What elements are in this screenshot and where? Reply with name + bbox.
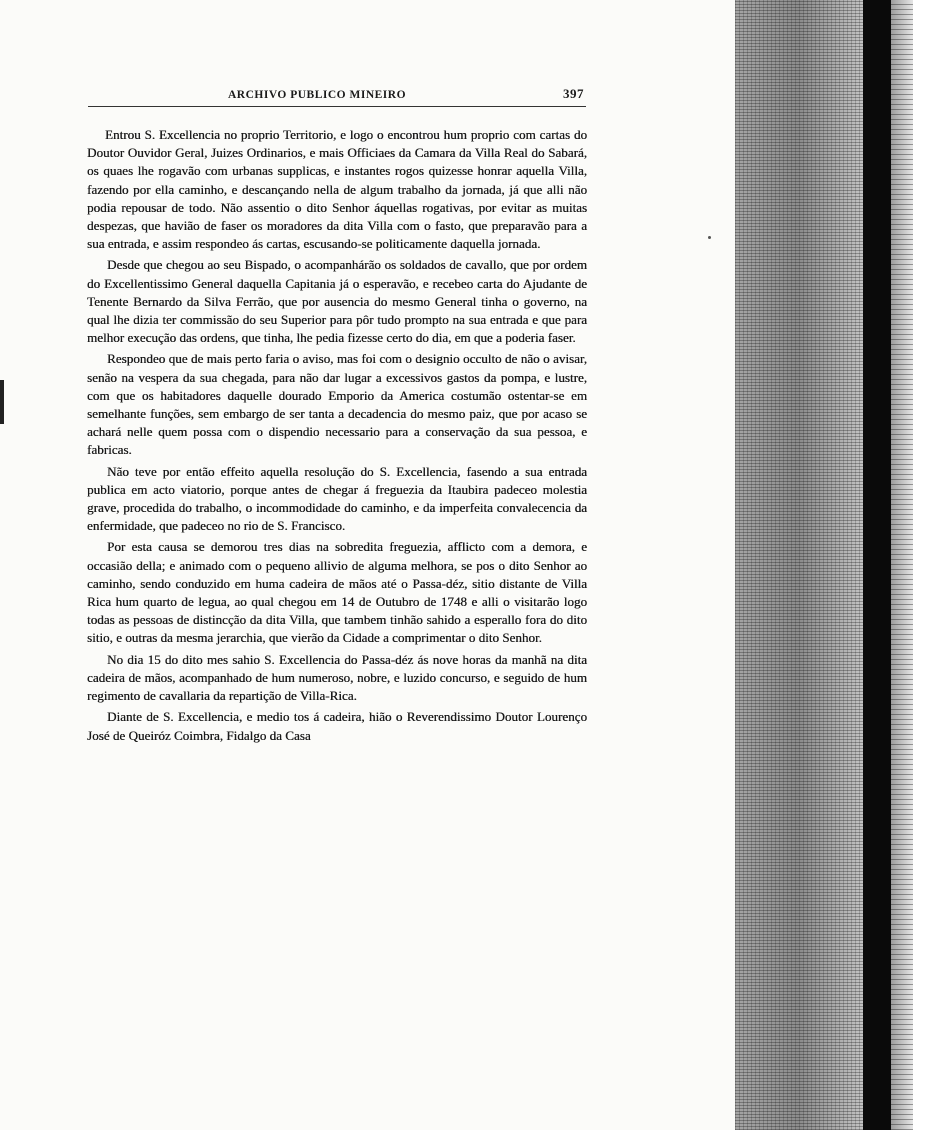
paragraph: Por esta causa se demorou tres dias na sobredita freguezia, afflicto com a demora, e occasião della; e animado com o pequeno allivio de alguma melhora, se pos o dito Senhor ao caminho, sendo conduzido em huma cadeira de mãos até o Passa-déz, sitio distante de Villa Rica hum quarto de legua, ao qual chegou em 14 de Outubro de 1748 e alli o visitarão logo todas as pessoas de distincção da dita Villa, que tambem tinhão sahido a esperallo fora do dito sitio, e outras da mesma jerarchia, que vierão da Cidade a comprimentar o dito Senhor. — [87, 539, 587, 646]
paragraph: Desde que chegou ao seu Bispado, o acompanhárão os soldados de cavallo, que por ordem do Excellentissimo General daquella Capitania já o esperavão, e recebeo carta do Ajudante de Tenente Bernardo da Silva Ferrão, que por ausencia do mesmo General tinha o governo, na qual lhe dizia ter commissão do seu Superior para pôr tudo prompto na sua entrada e que para melhor execução das ordens, que tinha, lhe pedia fizesse certo do dia, em que a poderia faser. — [87, 257, 587, 346]
paragraph: Entrou S. Excellencia no proprio Territorio, e logo o encontrou hum proprio com cartas do Doutor Ouvidor Geral, Juizes Ordinarios, e mais Officiaes da Camara da Villa Real do Sabará, os quaes lhe rogavão com urbanas supplicas, e instantes rogos quizesse honrar aquella Villa, fazendo por ella caminho, e descançando nella de algum trabalho da jornada, já que alli não podia repousar de todo. Não assentio o dito Senhor áquellas rogativas, por evitar as muitas despezas, que havião de faser os moradores da dita Villa com o fasto, que preparavão para a sua entrada, e assim respondeo ás cartas, escusando-se politicamente daquella jornada. — [87, 127, 587, 252]
body-text — [87, 126, 587, 748]
running-title: ARCHIVO PUBLICO MINEIRO — [228, 89, 407, 101]
binding-strip — [735, 0, 863, 1130]
page-number: 397 — [563, 86, 584, 101]
paragraph: Respondeo que de mais perto faria o aviso, mas foi com o designio occulto de não o avisar, senão na vespera da sua chegada, para não dar lugar a excessivos gastos da pompa, e lustre, com que os habitadores daquelle dourado Emporio da America costumão ostentar-se em semelhante funções, sem embargo de ser tanta a decadencia do mesmo paiz, que por acaso se achará nelle quem possa com o dispendio necessario para a conservação da sua pessoa, e fabricas. — [87, 351, 587, 458]
paragraph: Não teve por então effeito aquella resolução do S. Excellencia, fasendo a sua entrada publica em acto viatorio, porque antes de chegar á freguezia da Itaubira padeceo molestia grave, procedida do trabalho, o incommodidade do caminho, e da imperfeita convalecencia da enfermidade, que padeceo no rio de S. Francisco. — [87, 463, 587, 534]
scan-speck — [708, 236, 711, 239]
header-rule — [88, 106, 586, 107]
page-header — [88, 86, 588, 106]
binding-page-edge — [891, 0, 913, 1130]
binding-shadow — [863, 0, 891, 1130]
paragraph: Diante de S. Excellencia, e medio tos á cadeira, hião o Reverendissimo Doutor Lourenço José de Queiróz Coimbra, Fidalgo da Casa — [87, 709, 587, 743]
paragraph: No dia 15 do dito mes sahio S. Excellencia do Passa-déz ás nove horas da manhã na dita cadeira de mãos, acompanhado de hum numeroso, nobre, e luzido concurso, e seguido de hum regimento de cavallaria da repartição de Villa-Rica. — [87, 651, 587, 704]
scan-edge-mark — [0, 380, 4, 424]
book-binding-edge — [735, 0, 940, 1130]
